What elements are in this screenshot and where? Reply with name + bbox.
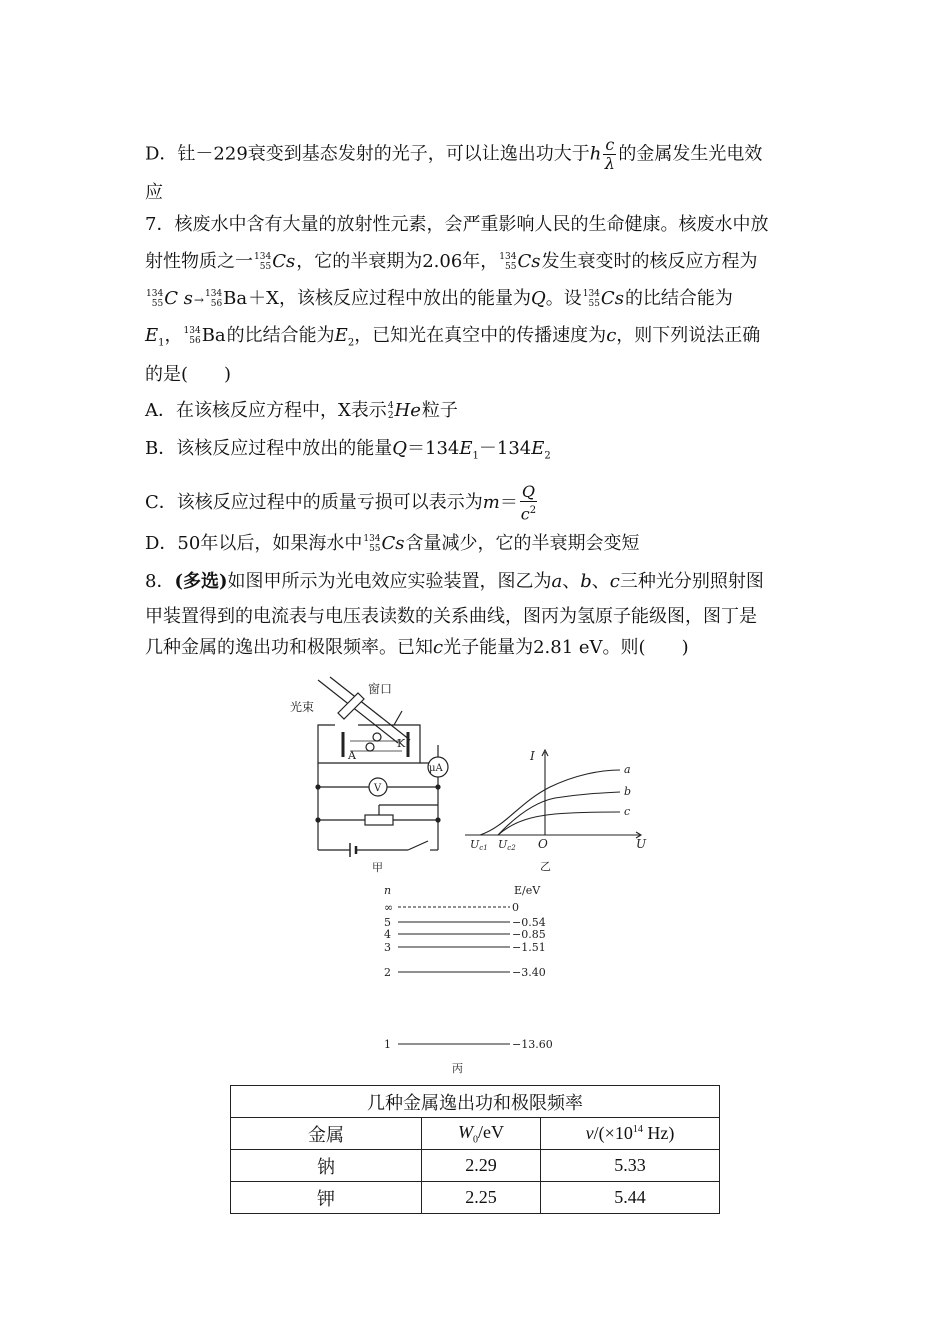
anode-label: A: [348, 749, 356, 762]
reaction-arrow: →: [193, 293, 204, 307]
q8-line-3: 几种金属的逸出功和极限频率。已知c光子能量为2.81 eV。则( ): [145, 637, 689, 658]
level-n-label: ∞: [384, 901, 394, 914]
nuclide-ba134: 134 56 Ba: [183, 325, 226, 346]
table-title: 几种金属逸出功和极限频率: [231, 1086, 720, 1118]
curve-a-label: a: [624, 763, 631, 776]
energy-header: E/eV: [514, 884, 541, 897]
curve-c: [498, 812, 620, 835]
nuclide-ba134: 134 56 Ba: [204, 288, 248, 309]
level-energy-label: −13.60: [512, 1038, 553, 1051]
q6-d-wrap: 应: [145, 182, 163, 203]
caption-yi: 乙: [540, 860, 551, 873]
figure-yi-iu-curves: [460, 742, 650, 877]
q7-option-d: D．50年以后，如果海水中 134 55 Cs含量减少，它的半衰期会变短: [145, 533, 640, 554]
figure-jia-apparatus: [290, 675, 460, 875]
voltmeter-label: V: [374, 783, 382, 794]
nuclide-he4: 4 2 He: [387, 400, 421, 421]
header-frequency: $\nu/(\times 10^{14}$ Hz): [541, 1118, 720, 1150]
c-over-lambda: $\frac{c}{\lambda}$: [604, 135, 615, 173]
curve-c-label: c: [624, 805, 631, 818]
header-metal: 金属: [231, 1118, 422, 1150]
level-energy-label: 0: [512, 901, 519, 914]
q-over-c-squared: $\frac{Q}{c^2}$: [520, 482, 537, 524]
caption-bing: 丙: [452, 1062, 463, 1075]
table-row: 钠 2.29 5.33: [231, 1150, 720, 1182]
origin-label: O: [538, 837, 548, 851]
nuclide-cs134: 134 55 Cs: [582, 288, 624, 309]
q6-d-text: D．钍－229衰变到基态发射的光子，可以让逸出功大于: [145, 143, 590, 165]
q7-line-4: $E_1$， 134 56 Ba的比结合能为$E_2$，已知光在真空中的传播速度为c，则下列说法正确: [145, 325, 761, 349]
beam-label: 光束: [290, 700, 315, 714]
q6-option-d: D．钍－229衰变到基态发射的光子，可以让逸出功大于h $\frac{c}{\lambda}$ 的金属发生光电效: [145, 135, 763, 173]
level-n-label: 3: [384, 941, 391, 954]
q7-line-2: 射性物质之一 134 55 Cs，它的半衰期为2.06年， 134 55 Cs发生衰变时的核反应方程为: [145, 251, 758, 272]
level-n-label: 5: [384, 916, 391, 929]
q7-line-1: 7．核废水中含有大量的放射性元素，会严重影响人民的生命健康。核废水中放: [145, 214, 769, 235]
level-energy-label: −0.85: [512, 928, 546, 941]
q7-option-b: B．该核反应过程中放出的能量$Q=134E_1-134E_2$: [145, 438, 551, 462]
microammeter-label: μA: [429, 763, 443, 774]
u-axis-label: U: [636, 837, 647, 851]
table-row: 钾 2.25 5.44: [231, 1182, 720, 1214]
curve-b-label: b: [624, 785, 632, 798]
figure-bing-energy-levels: [378, 880, 568, 1075]
level-n-label: 4: [384, 928, 391, 941]
nuclide-cs134: 134 55 Cs: [363, 533, 405, 554]
window-label: 窗口: [368, 682, 393, 696]
header-work-function: $W_0/eV$: [422, 1118, 541, 1150]
caption-jia: 甲: [372, 861, 383, 874]
q7-line-3: 134 55 C s→ 134 56 Ba＋X，该核反应过程中放出的能量为Q。设 134 55 Cs的比结合能为: [146, 288, 733, 309]
table-header-row: [231, 1118, 720, 1150]
q7-line-5: 的是( ): [145, 364, 232, 385]
level-energy-label: −3.40: [512, 966, 546, 979]
q8-line-1: 8．(多选)如图甲所示为光电效应实验装置，图乙为a、b、c三种光分别照射图: [145, 571, 764, 592]
q7-option-c: C．该核反应过程中的质量亏损可以表示为m＝ $\frac{Q}{c^2}$: [145, 482, 537, 524]
level-n-label: 2: [384, 966, 391, 979]
q7-option-a: A．在该核反应方程中，X表示 4 2 He粒子: [145, 400, 458, 421]
energy-level-list: [384, 901, 553, 1051]
cathode-label: K: [397, 737, 406, 750]
curve-a: [480, 770, 620, 835]
level-energy-label: −0.54: [512, 916, 546, 929]
metal-table: [230, 1085, 720, 1214]
nuclide-cs134: 134 55 Cs: [499, 251, 541, 272]
nuclide-cs134: 134 55 Cs: [254, 251, 296, 272]
uc1-label: Uc1: [470, 838, 488, 852]
uc2-label: Uc2: [498, 838, 516, 852]
nuclide-cs134-eq: 134 55 C s: [146, 288, 193, 309]
planck-h: h: [589, 143, 602, 165]
multi-select-tag: (多选): [174, 571, 228, 592]
n-header: n: [384, 884, 392, 897]
i-axis-label: I: [530, 749, 535, 763]
q8-line-2: 甲装置得到的电流表与电压表读数的关系曲线，图丙为氢原子能级图，图丁是: [145, 606, 757, 627]
level-n-label: 1: [384, 1038, 391, 1051]
level-energy-label: −1.51: [512, 941, 546, 954]
